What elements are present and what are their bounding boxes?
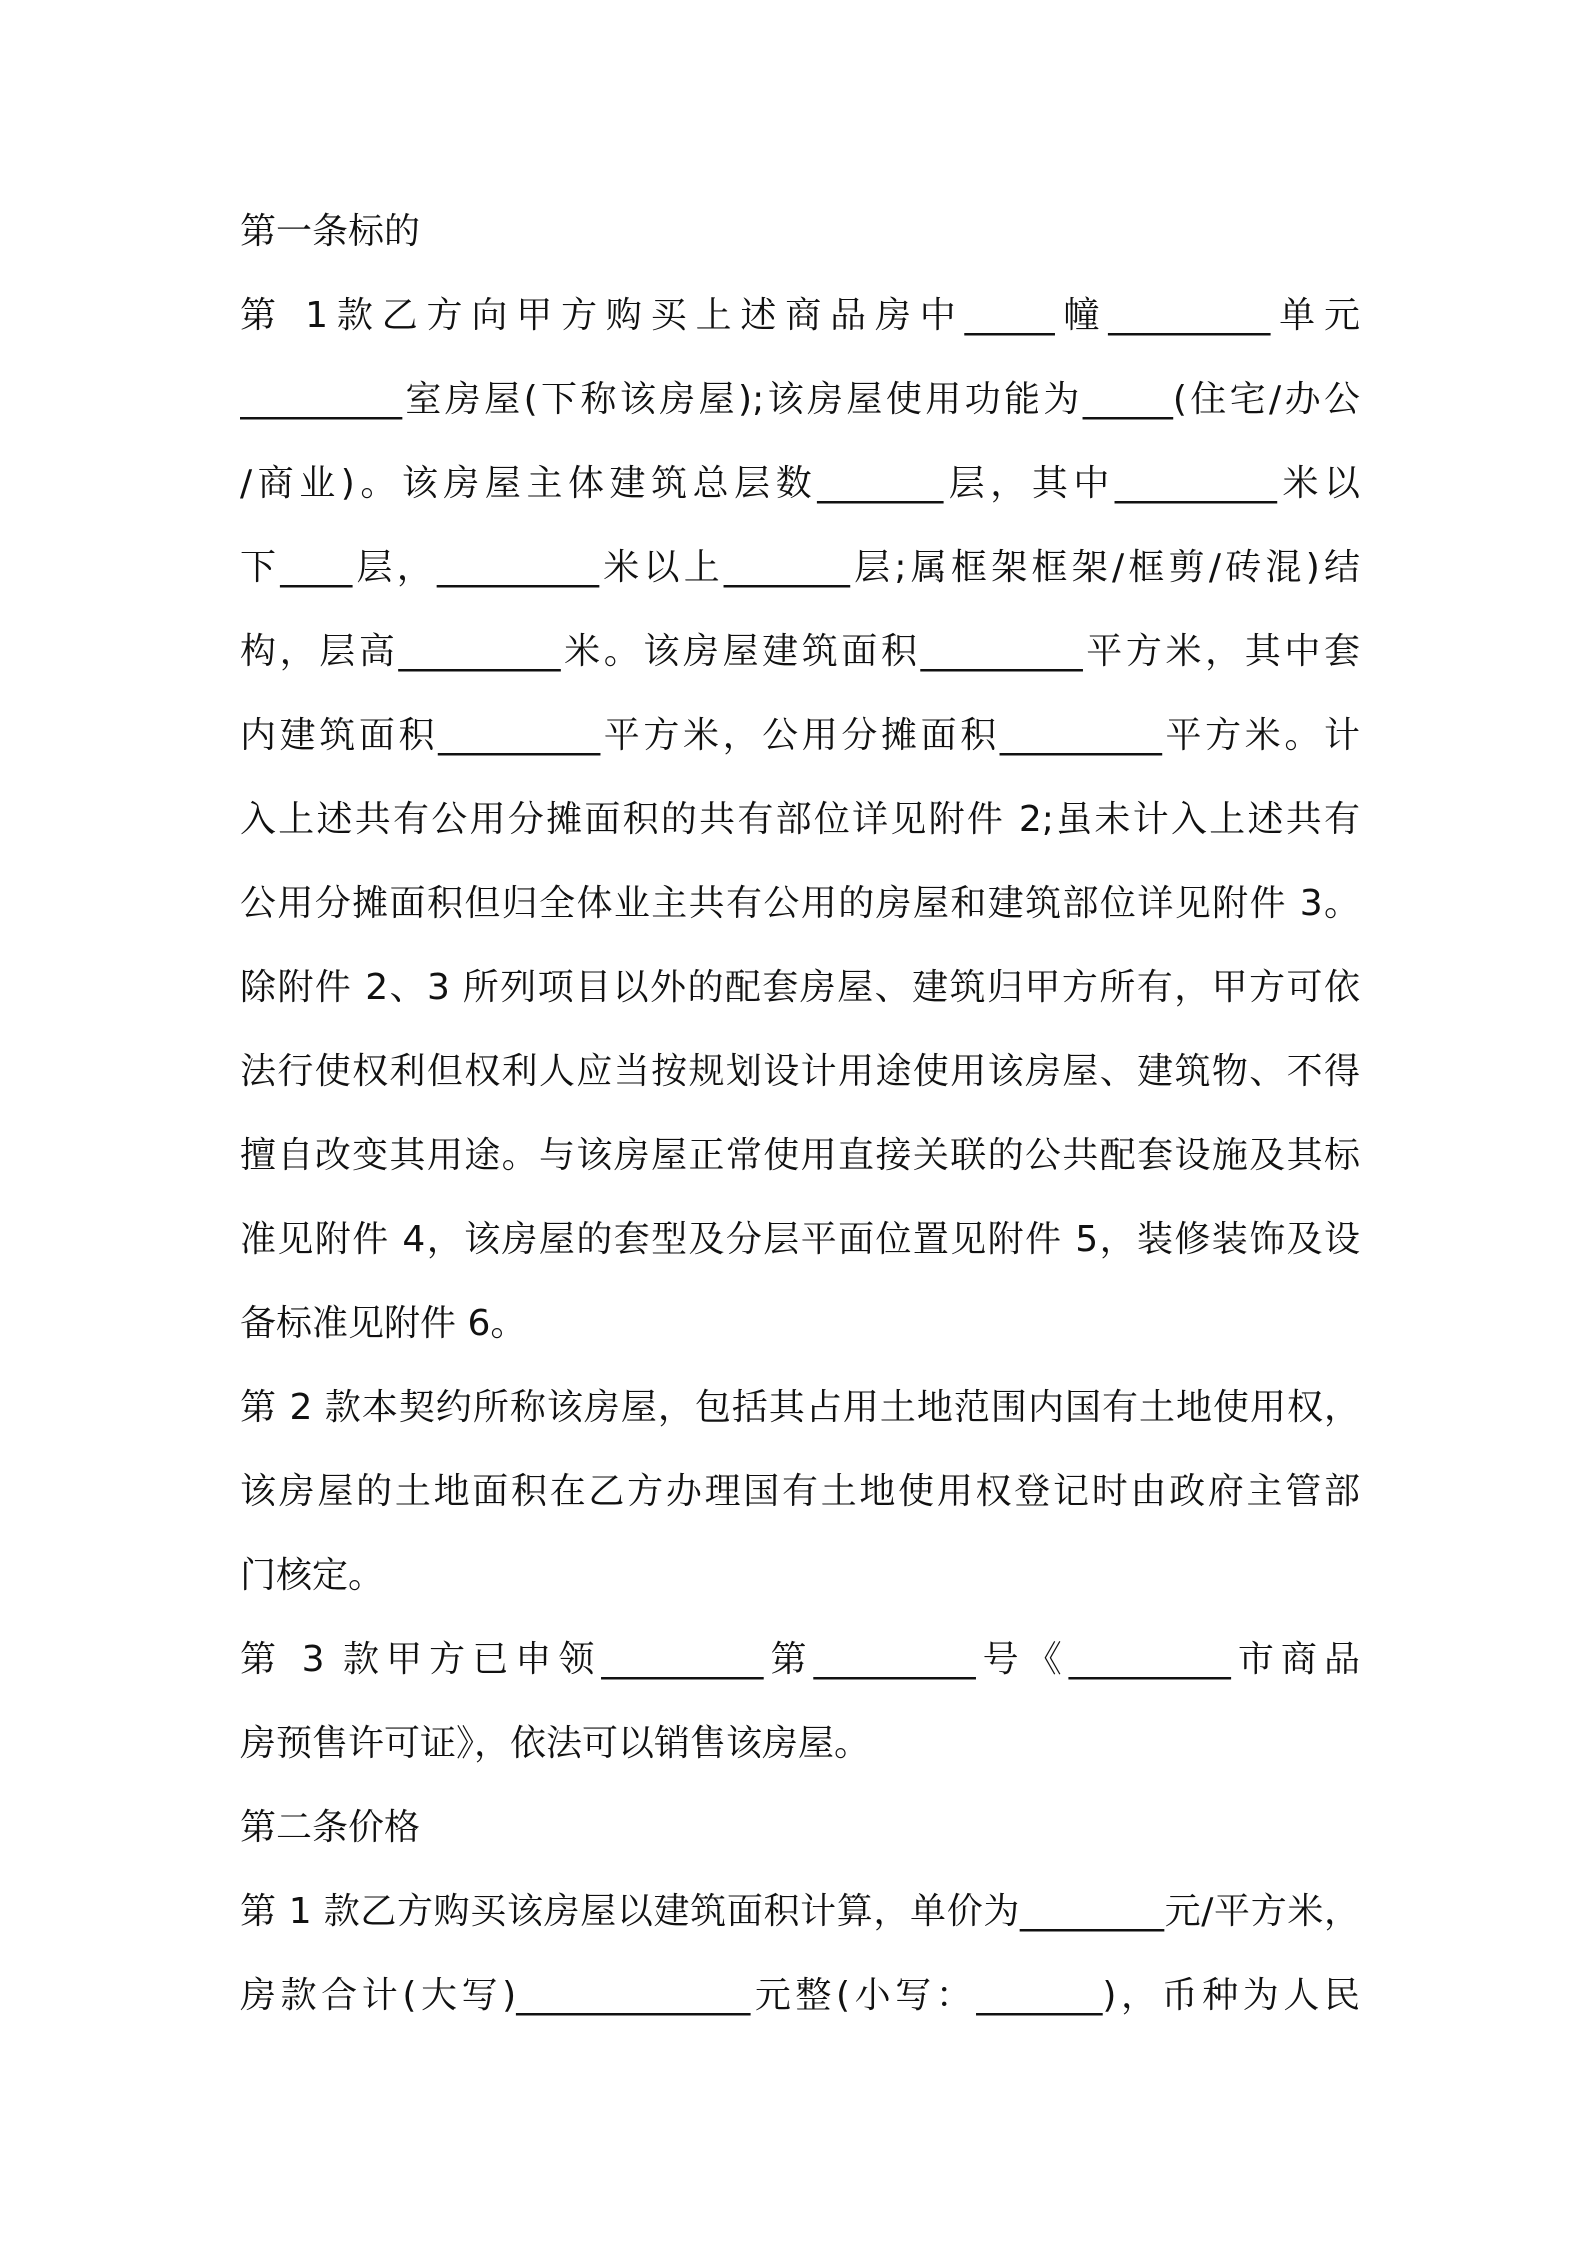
text-line: 第 1 款乙方购买该房屋以建筑面积计算，单价为________元/平方米， — [240, 1891, 1360, 1932]
text-line: 下____层，_________米以上_______层;属框架框架/框剪/砖混)结 — [240, 547, 1360, 588]
text-line: 第 2 款本契约所称该房屋，包括其占用土地范围内国有土地使用权， — [240, 1387, 1360, 1428]
text-line: 公用分摊面积但归全体业主共有公用的房屋和建筑部位详见附件 3。 — [240, 883, 1360, 924]
section-heading-price: 第二条价格 — [240, 1807, 421, 1848]
text-line: 内建筑面积_________平方米，公用分摊面积_________平方米。计 — [240, 715, 1360, 756]
text-line: 备标准见附件 6。 — [240, 1303, 527, 1344]
section-heading-subject: 第一条标的 — [240, 211, 421, 252]
text-line: 法行使权利但权利人应当按规划设计用途使用该房屋、建筑物、不得 — [240, 1051, 1360, 1092]
text-line: 擅自改变其用途。与该房屋正常使用直接关联的公共配套设施及其标 — [240, 1135, 1360, 1176]
text-line: 入上述共有公用分摊面积的共有部位详见附件 2;虽未计入上述共有 — [240, 799, 1360, 840]
text-line: 房预售许可证》，依法可以销售该房屋。 — [240, 1723, 871, 1764]
text-line: 准见附件 4，该房屋的套型及分层平面位置见附件 5，装修装饰及设 — [240, 1219, 1360, 1260]
text-line: 该房屋的土地面积在乙方办理国有土地使用权登记时由政府主管部 — [240, 1471, 1360, 1512]
contract-text — [240, 190, 1360, 2038]
text-line: 第 3 款甲方已申领_________第_________号《_________市商品 — [240, 1639, 1360, 1680]
text-line: 房款合计(大写)_____________元整(小写：_______)，币种为人民 — [240, 1975, 1360, 2016]
text-line: 除附件 2、3 所列项目以外的配套房屋、建筑归甲方所有，甲方可依 — [240, 967, 1360, 1008]
text-line: 门核定。 — [240, 1555, 385, 1596]
text-line: 第 1款乙方向甲方购买上述商品房中_____幢_________单元 — [240, 295, 1360, 336]
text-line: /商业)。该房屋主体建筑总层数_______层，其中_________米以 — [240, 463, 1360, 504]
text-line: _________室房屋(下称该房屋);该房屋使用功能为_____(住宅/办公 — [240, 379, 1360, 420]
text-line: 构，层高_________米。该房屋建筑面积_________平方米，其中套 — [240, 631, 1360, 672]
